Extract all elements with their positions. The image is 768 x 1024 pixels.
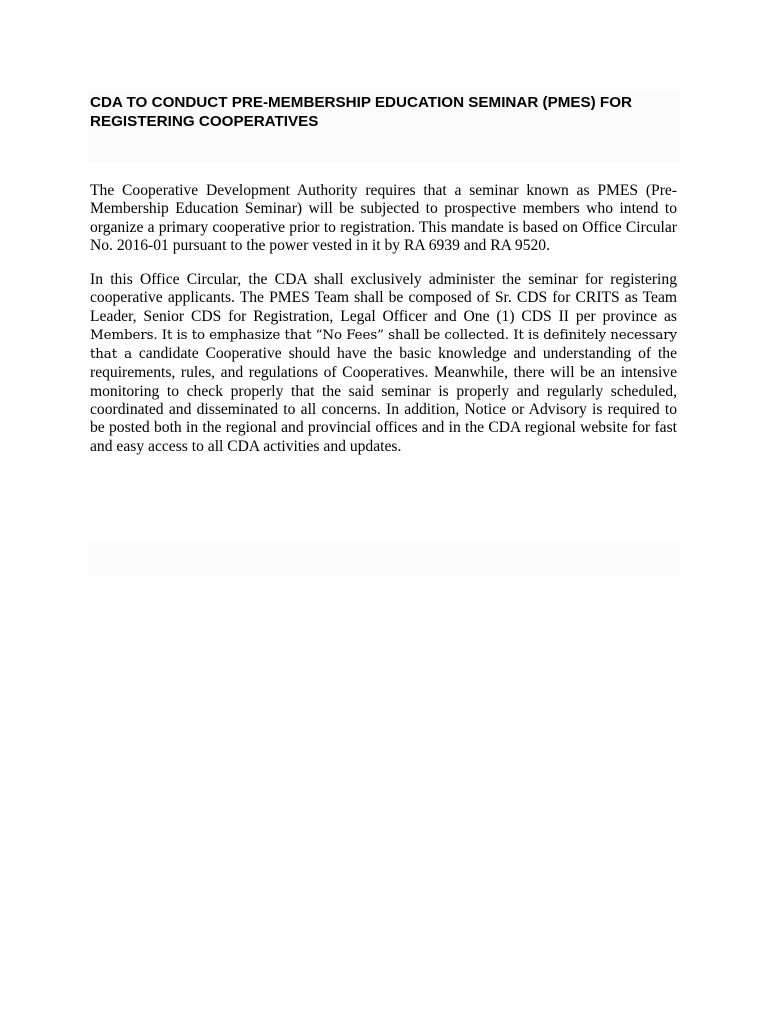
paragraph-2-part-1: In this Office Circular, the CDA shall exclusively administer the seminar for registering cooperative applicants. The PMES Team shall be composed of Sr. CDS for CRITS as Team Leader, Senior CDS for Registration, Legal Officer and One (1) CDS II per province as <box>90 271 677 325</box>
paragraph-2 <box>90 271 677 456</box>
document-title <box>90 93 680 131</box>
paragraph-2-part-2: Members. It is to emphasize that “No Fees” shall be collected. It is definitely necessary that a <box>90 327 677 363</box>
footer-background-band <box>88 542 680 576</box>
paragraph-1: The Cooperative Development Authority requires that a seminar known as PMES (Pre-Membership Education Seminar) will be subjected to prospective members who intend to organize a primary cooperative prior to registration. This mandate is based on Office Circular No. 2016-01 pursuant to the power vested in it by RA 6939 and RA 9520. <box>90 182 677 254</box>
title-line-1: CDA TO CONDUCT PRE-MEMBERSHIP EDUCATION SEMINAR (PMES) FOR <box>90 94 632 111</box>
paragraph-2-part-3: candidate Cooperative should have the basic knowledge and understanding of the requirements, rules, and regulations of Cooperatives. Meanwhile, there will be an intensive monitoring to check properly that the said seminar is properly and regularly scheduled, coordinated and disseminated to all concerns. In addition, Notice or Advisory is required to be posted both in the regional and provincial offices and in the CDA regional website for fast and easy access to all CDA activities and updates. <box>90 345 677 455</box>
title-line-2: REGISTERING COOPERATIVES <box>90 113 319 130</box>
